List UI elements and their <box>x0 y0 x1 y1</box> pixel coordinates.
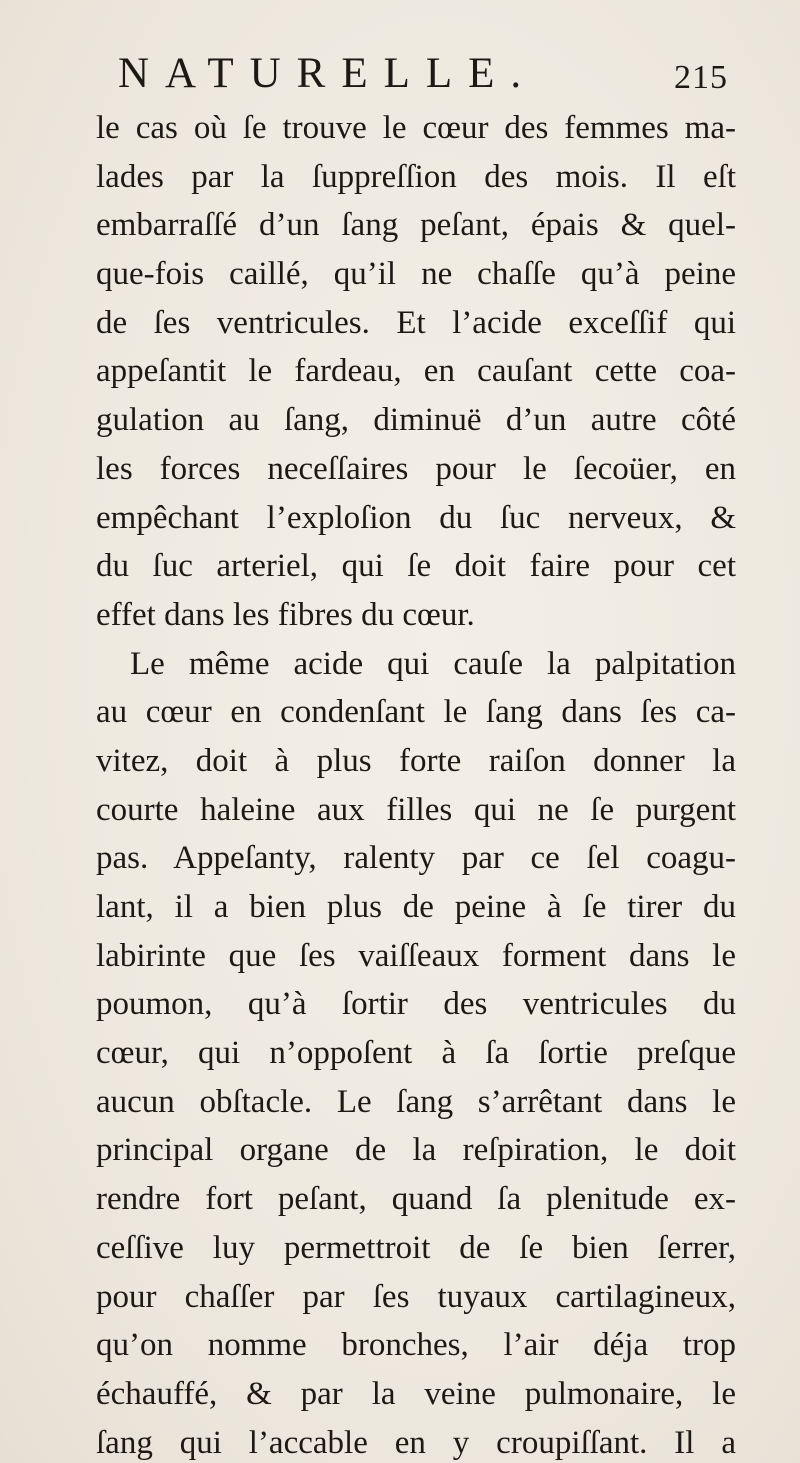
text-line: ſang qui l’accable en y croupiſſant. Il a <box>96 1424 736 1461</box>
running-head <box>118 44 728 104</box>
text-line: cœur, qui n’oppoſent à ſa ſortie preſque <box>96 1035 736 1072</box>
text-line-paragraph-start: Le même acide qui cauſe la palpitation <box>130 645 736 682</box>
running-title: NATURELLE. <box>118 50 538 97</box>
text-line: labirinte que ſes vaiſſeaux forment dans le <box>96 937 736 974</box>
text-line: pas. Appeſanty, ralenty par ce ſel coagu- <box>96 840 736 877</box>
text-line: que-fois caillé, qu’il ne chaſſe qu’à peine <box>96 256 736 293</box>
text-line: gulation au ſang, diminuë d’un autre côté <box>96 402 736 439</box>
text-line: ceſſive luy permettroit de ſe bien ſerrer, <box>96 1229 736 1266</box>
page-number: 215 <box>674 59 728 96</box>
text-line: poumon, qu’à ſortir des ventricules du <box>96 986 736 1023</box>
text-line-paragraph-end: effet dans les fibres du cœur. <box>96 596 475 633</box>
text-line: lant, il a bien plus de peine à ſe tirer du <box>96 889 736 925</box>
text-line: empêchant l’exploſion du ſuc nerveux, & <box>96 499 736 536</box>
text-line: principal organe de la reſpiration, le doit <box>96 1132 736 1169</box>
text-line: rendre fort peſant, quand ſa plenitude ex- <box>96 1181 736 1218</box>
text-line: aucun obſtacle. Le ſang s’arrêtant dans le <box>96 1083 736 1120</box>
text-line: de ſes ventricules. Et l’acide exceſſif qui <box>96 304 736 341</box>
text-line: embarraſſé d’un ſang peſant, épais & quel- <box>96 207 736 244</box>
text-line: le cas où ſe trouve le cœur des femmes ma- <box>96 110 736 146</box>
text-line: appeſantit le fardeau, en cauſant cette coa- <box>96 353 736 390</box>
text-line: échauffé, & par la veine pulmonaire, le <box>96 1375 736 1412</box>
text-line: du ſuc arteriel, qui ſe doit faire pour cet <box>96 548 736 585</box>
text-line: au cœur en condenſant le ſang dans ſes ca- <box>96 694 736 731</box>
text-line: pour chaſſer par ſes tuyaux cartilagineux, <box>96 1278 736 1315</box>
text-line: courte haleine aux filles qui ne ſe purgent <box>96 791 736 828</box>
text-line: lades par la ſuppreſſion des mois. Il eſt <box>96 158 736 195</box>
text-line: qu’on nomme bronches, l’air déja trop <box>96 1327 736 1364</box>
text-line: vitez, doit à plus forte raiſon donner la <box>96 742 736 779</box>
body-text <box>96 104 736 1463</box>
text-line: les forces neceſſaires pour le ſecoüer, en <box>96 450 736 487</box>
